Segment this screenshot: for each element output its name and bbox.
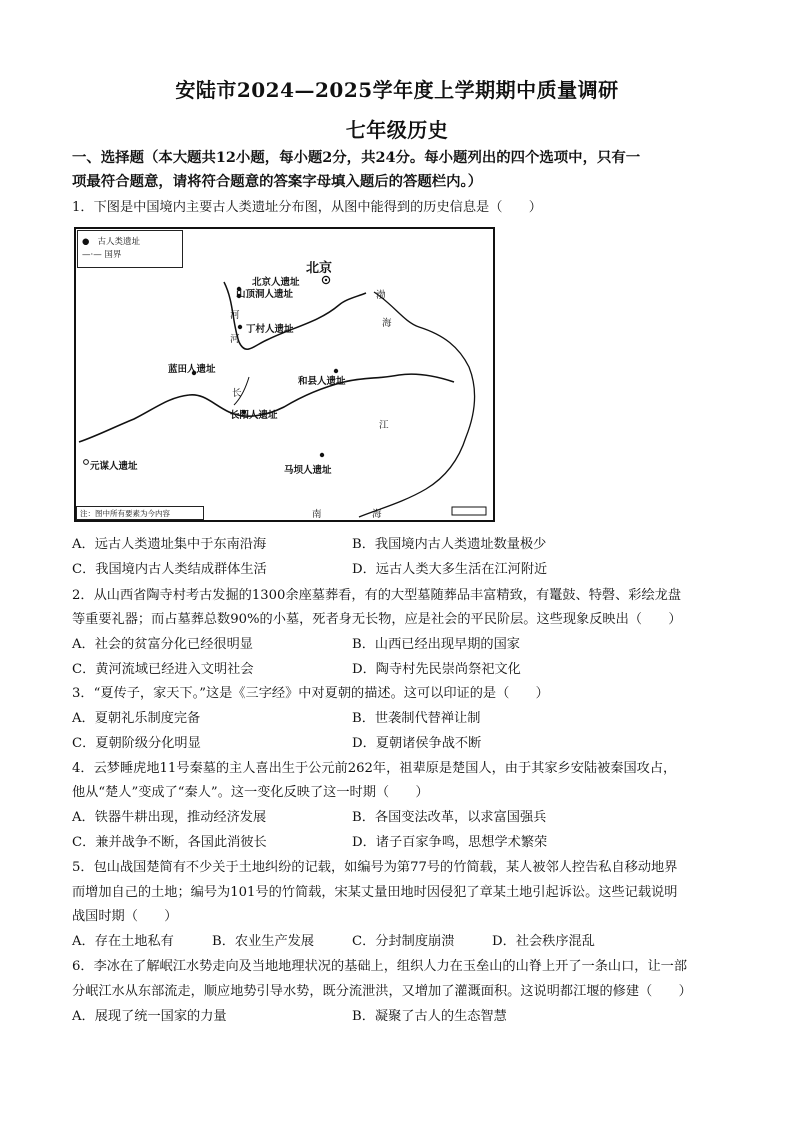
label-changyang: 长阳人遗址	[230, 410, 278, 421]
legend-site-label: 古人类遗址	[97, 237, 141, 247]
q6-stem-line1: 6．李冰在了解岷江水势走向及当地地理状况的基础上，组织人力在玉垒山的山脊上开了一条山口，让一部	[72, 959, 688, 974]
q1-stem: 1．下图是中国境内主要古人类遗址分布图，从图中能得到的历史信息是（ ）	[72, 200, 542, 215]
maba-marker	[320, 453, 324, 457]
map-note: 注：图中所有要素为今内容	[76, 506, 204, 520]
q5-stem-line1: 5．包山战国楚简有不少关于土地纠纷的记载，如编号为第77号的竹简载，某人被邻人控告私自移动地界	[72, 860, 678, 875]
q2-option-a: A．社会的贫富分化已经很明显	[72, 637, 253, 652]
q3-option-a: A．夏朝礼乐制度完备	[72, 711, 201, 726]
section-instructions-line1: 一、选择题（本大题共12小题，每小题2分，共24分。每小题列出的四个选项中，只有一	[72, 149, 641, 166]
q5-option-d: D．社会秩序混乱	[492, 934, 595, 949]
scale-bar	[452, 507, 486, 515]
q2-stem-line2: 等重要礼器；而占墓葬总数90%的小墓，死者身无长物，应是社会的平民阶层。这些现象反映出（ ）	[72, 612, 682, 627]
q2-option-c: C．黄河流域已经进入文明社会	[72, 662, 254, 677]
label-river-he-2: 河	[230, 334, 240, 345]
page-title: 安陆市2024—2025学年度上学期期中质量调研	[175, 78, 619, 102]
q5-stem-line2: 而增加自己的土地；编号为101号的竹简载，宋某丈量田地时因侵犯了章某土地引起诉讼。这些记载说明	[72, 885, 678, 900]
label-beijing: 北京	[306, 261, 333, 276]
beijing-marker-dot	[325, 279, 327, 281]
section-instructions-line2: 项最符合题意，请将符合题意的答案字母填入题后的答题栏内。）	[72, 173, 483, 190]
q3-stem: 3．“夏传子，家天下。”这是《三字经》中对夏朝的描述。这可以印证的是（ ）	[72, 686, 549, 701]
legend-border: —·— 国界	[82, 250, 122, 260]
page-subtitle: 七年级历史	[345, 118, 449, 142]
q1-option-d: D．远古人类大多生活在江河附近	[352, 562, 548, 577]
q4-stem-line1: 4．云梦睡虎地11号秦墓的主人喜出生于公元前262年，祖辈原是楚国人，由于其家乡安陆被秦国攻占，	[72, 761, 677, 776]
q3-option-d: D．夏朝诸侯争战不断	[352, 736, 482, 751]
label-sea-nan: 南	[312, 509, 322, 520]
q4-stem-line2: 他从“楚人”变成了“秦人”。这一变化反映了这一时期（ ）	[72, 785, 429, 800]
q3-option-b: B．世袭制代替禅让制	[352, 711, 481, 726]
q4-option-d: D．诸子百家争鸣，思想学术繁荣	[352, 835, 548, 850]
legend-site: ● 古人类遗址	[82, 237, 141, 247]
label-sea-bo: 渤	[376, 290, 386, 301]
label-upper-cave: 山顶洞人遗址	[236, 289, 294, 300]
q2-option-d: D．陶寺村先民崇尚祭祀文化	[352, 662, 521, 677]
label-dingcun: 丁村人遗址	[246, 324, 294, 335]
map-drawing	[74, 227, 495, 522]
label-maba: 马坝人遗址	[284, 465, 332, 476]
map-frame	[75, 228, 494, 521]
q2-stem-line1: 2．从山西省陶寺村考古发掘的1300余座墓葬看，有的大型墓随葬品丰富精致，有鼍鼓、特磬、彩绘龙盘	[72, 588, 682, 603]
q5-option-a: A．存在土地私有	[72, 934, 174, 949]
label-hexian: 和县人遗址	[298, 376, 346, 387]
q3-option-c: C．夏朝阶级分化明显	[72, 736, 201, 751]
q4-option-b: B．各国变法改革，以求富国强兵	[352, 810, 547, 825]
q6-option-b: B．凝聚了古人的生态智慧	[352, 1009, 507, 1024]
label-sea-hai-1: 海	[382, 318, 392, 329]
dingcun-marker	[238, 325, 242, 329]
label-lantian: 蓝田人遗址	[168, 364, 216, 375]
q5-stem-line3: 战国时期（ ）	[72, 909, 178, 924]
label-sea-hai-2: 海	[372, 509, 382, 520]
q1-option-b: B．我国境内古人类遗址数量极少	[352, 537, 547, 552]
q1-option-c: C．我国境内古人类结成群体生活	[72, 562, 267, 577]
q6-stem-line2: 分岷江水从东部流走，顺应地势引导水势，既分流泄洪，又增加了灌溉面积。这说明都江堰的修建（ ）	[72, 984, 692, 999]
map-legend	[77, 230, 183, 268]
q6-option-a: A．展现了统一国家的力量	[72, 1009, 227, 1024]
q5-option-b: B．农业生产发展	[212, 934, 315, 949]
label-beijing-man: 北京人遗址	[252, 277, 300, 288]
label-river-chang: 长	[232, 388, 242, 399]
q1-option-a: A．远古人类遗址集中于东南沿海	[72, 537, 267, 552]
q5-option-c: C．分封制度崩溃	[352, 934, 455, 949]
legend-border-label: 国界	[104, 250, 122, 260]
q4-option-a: A．铁器牛耕出现，推动经济发展	[72, 810, 267, 825]
label-yuanmou: 元谋人遗址	[90, 461, 138, 472]
label-river-he-1: 河	[230, 310, 240, 321]
q4-option-c: C．兼并战争不断，各国此消彼长	[72, 835, 267, 850]
q2-option-b: B．山西已经出现早期的国家	[352, 637, 520, 652]
label-river-jiang: 江	[379, 420, 389, 431]
ancient-sites-map	[74, 227, 495, 522]
